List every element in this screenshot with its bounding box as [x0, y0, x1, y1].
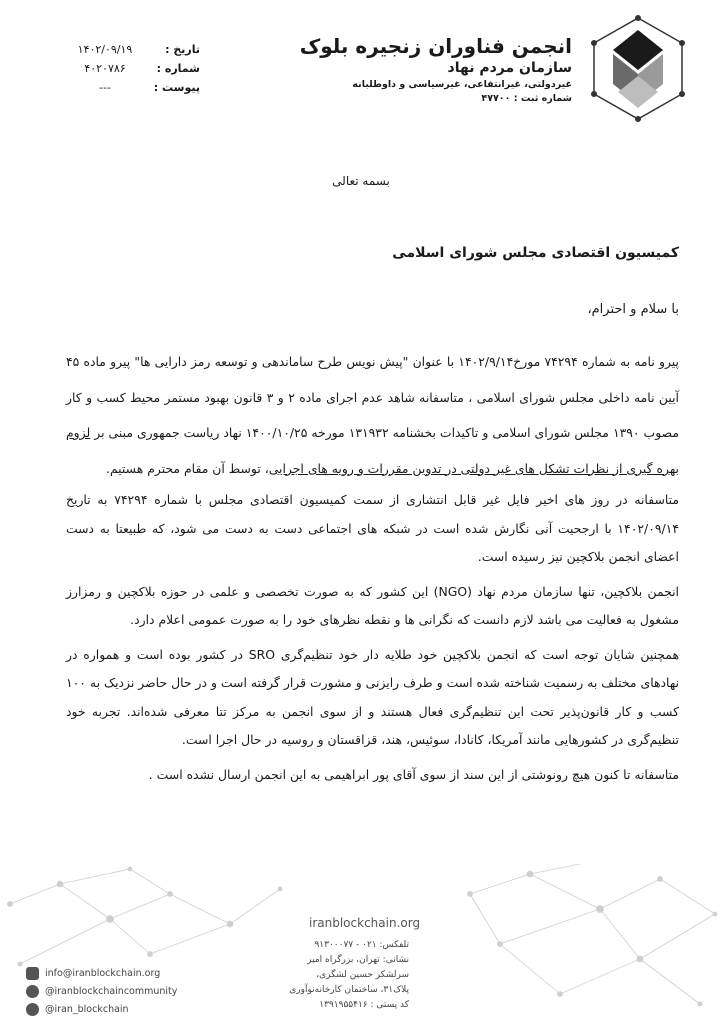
- paragraph-1-underlined: لزوم بهره گیری از نظرات تشکل های غیر دولتی در تدوین مقررات و رویه های اجرایی: [66, 425, 679, 476]
- postal-code: کد پستی : ۱۳۹۱۹۵۵۴۱۶: [319, 1000, 409, 1010]
- org-heading: [299, 34, 572, 106]
- linkedin-text: @iranblockchaincommunity: [45, 985, 178, 997]
- paragraph-3: انجمن بلاکچین، تنها سازمان مردم نهاد (NGO) این کشور که به صورت تخصصی و علمی در حوزه بلاکچین و رمزارز مشغول به فعالیت می باشد لازم دانست که نگرانی ها و نقطه نظرهای خود را به صورت عمومی اعلام دارد.: [66, 583, 679, 627]
- paragraph-2: متاسفانه در روز های اخیر فایل غیر قابل انتشاری از سمت کمیسیون اقتصادی مجلس با شماره ۷۴۲۹۴ به تاریخ ۱۴۰۲/۰۹/۱۴ با ارجحیت آنی نگارش شده است در شبکه های اجتماعی دست به دست می شود، که طبیعتا به دست اعضای انجمن بلاکچین نیز رسیده است.: [66, 492, 680, 564]
- greeting: با سلام و احترام،: [587, 302, 679, 317]
- org-logo: [583, 14, 693, 124]
- attachment-row: [60, 78, 200, 97]
- telfax: تلفکس: ۰۲۱ - ۹۱۳۰۰۰۷۷: [314, 940, 409, 950]
- paragraph-1-end: ، توسط آن مقام محترم هستیم.: [106, 460, 269, 476]
- linkedin-row[interactable]: [26, 982, 177, 1000]
- instagram-text: @iran_blockchain: [45, 1003, 129, 1015]
- address-line-3: پلاک۳۱، ساختمان کارخانه‌نوآوری: [289, 985, 409, 995]
- linkedin-icon: [26, 985, 39, 998]
- date-row: [60, 40, 200, 59]
- email-row[interactable]: [26, 964, 177, 982]
- paragraph-4: همچنین شایان توجه است که انجمن بلاکچین خود طلایه دار خود تنظیم‌گری SRO در کشور بوده است و همواره در نهادهای مختلف به رسمیت شناخته شده است و طرف رایزنی و مشورت قرار گرفته است و در حال حاضر نزدیک به ۱۰۰ کسب و کار قانون‌پذیر تحت این تنظیم‌گری فعال هستند و از سوی انجمن به مرکز تتا معرفی شده‌اند. تجربه خود تنظیم‌گری در کشورهایی مانند آمریکا، کانادا، سوئیس، هند، قزاقستان و روسیه در حال اجرا است.: [66, 646, 680, 747]
- social-links: [26, 964, 177, 1018]
- attachment-label: پیوست :: [153, 81, 200, 94]
- recipient: کمیسیون اقتصادی مجلس شورای اسلامی: [392, 245, 679, 261]
- date-value: ۱۴۰۲/۰۹/۱۹: [77, 43, 133, 56]
- paragraph-1-start: پیرو نامه به شماره ۷۴۲۹۴ مورخ۱۴۰۲/۹/۱۴ با عنوان "پیش نویس طرح ساماندهی و توسعه رمز دارایی ها" پیرو ماده ۴۵ آیین نامه داخلی مجلس شورای اسلامی ، متاسفانه شاهد عدم اجرای ماده ۲ و ۳ قانون بهبود مستمر محیط کسب و کار مصوب ۱۳۹۰ مجلس شورای اسلامی و تاکیدات بخشنامه ۱۳۱۹۳۲ مورخه ۱۴۰۰/۱۰/۲۵ نهاد ریاست جمهوری مبنی بر: [66, 354, 680, 440]
- instagram-icon: [26, 1003, 39, 1016]
- paragraph-1: [66, 344, 679, 486]
- address-line-1: نشانی: تهران، بزرگراه امیر: [307, 955, 409, 965]
- website-link[interactable]: iranblockchain.org: [309, 916, 421, 930]
- contact-block: [259, 938, 409, 1013]
- letter-meta: [60, 40, 200, 97]
- bismillah-heading: بسمه تعالی: [332, 174, 390, 188]
- number-value: ۴۰۲۰۷۸۶: [84, 62, 126, 75]
- address-line-2: سرلشکر حسین لشگری،: [316, 970, 409, 980]
- org-subtitle: سازمان مردم نهاد: [447, 60, 572, 76]
- letter-body: [66, 344, 679, 795]
- email-text: info@iranblockchain.org: [45, 967, 161, 979]
- org-name: انجمن فناوران زنجیره بلوک: [299, 34, 572, 58]
- number-row: [60, 59, 200, 78]
- org-description: غیردولتی، غیرانتفاعی، غیرسیاسی و داوطلبانه: [352, 79, 572, 90]
- instagram-row[interactable]: [26, 1000, 177, 1018]
- number-label: شماره :: [156, 62, 200, 75]
- date-label: تاریخ :: [165, 43, 200, 56]
- email-icon: [26, 967, 39, 980]
- registration-number: شماره ثبت : ۴۷۷۰۰: [481, 93, 572, 104]
- paragraph-5: متاسفانه تا کنون هیچ رونوشتی از این سند از سوی آقای پور ابراهیمی به این انجمن ارسال نشده است .: [148, 766, 679, 782]
- attachment-value: ---: [99, 81, 111, 94]
